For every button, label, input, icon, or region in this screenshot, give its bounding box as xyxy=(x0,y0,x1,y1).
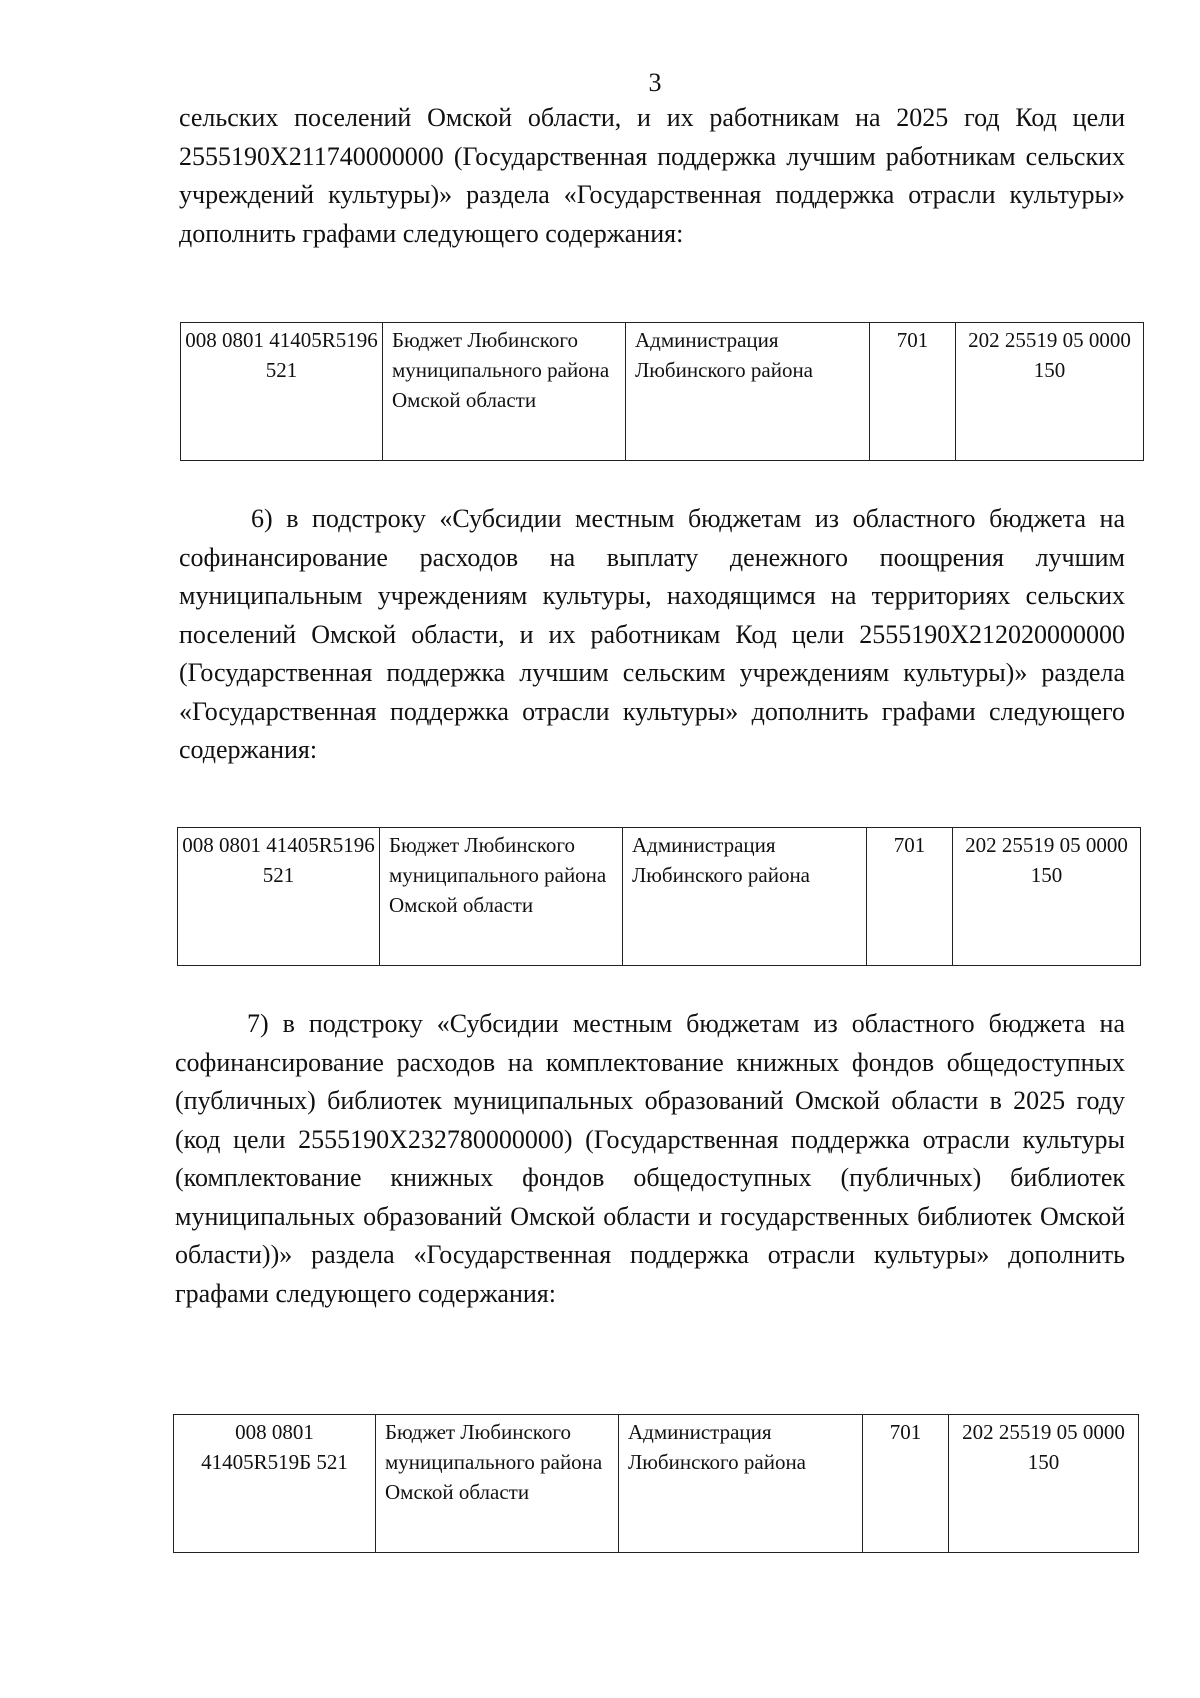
cell-administrator: Администрация Любинского района xyxy=(619,1415,863,1553)
cell-number: 701 xyxy=(870,323,956,461)
entry-table-3 xyxy=(173,1414,1139,1553)
cell-budget: Бюджет Любинского муниципального района Омской области xyxy=(383,323,626,461)
paragraph-6-text: 6) в подстроку «Субсидии местным бюджетам из областного бюджета на софинансирование расходов на выплату денежного поощрения лучшим муниципальным учреждениям культуры, находящимся на территориях сельских поселений Омской области, и их работникам Код цели 2555190X212020000000 (Государственная поддержка лучшим сельским учреждениям культуры)» раздела «Государственная поддержка отрасли культуры» дополнить графами следующего содержания: xyxy=(179,504,1125,764)
cell-code: 008 0801 41405R5196 521 xyxy=(178,828,380,966)
paragraph-intro: сельских поселений Омской области, и их работникам на 2025 год Код цели 2555190X211740000000 (Государственная поддержка лучшим работникам сельских учреждений культуры)» раздела «Государственная поддержка отрасли культуры» дополнить графами следующего содержания: xyxy=(179,103,1125,248)
cell-code: 008 0801 41405R519Б 521 xyxy=(174,1415,376,1553)
table-row xyxy=(174,1415,1139,1553)
paragraph-7 xyxy=(175,1005,1125,1313)
cell-revenue-code: 202 25519 05 0000 150 xyxy=(949,1415,1139,1553)
page-number: 3 xyxy=(648,68,662,97)
entry-table-2 xyxy=(177,827,1141,966)
cell-administrator: Администрация Любинского района xyxy=(623,828,867,966)
cell-budget: Бюджет Любинского муниципального района Омской области xyxy=(380,828,623,966)
cell-code: 008 0801 41405R5196 521 xyxy=(181,323,383,461)
table-row xyxy=(181,323,1144,461)
cell-budget: Бюджет Любинского муниципального района Омской области xyxy=(376,1415,619,1553)
paragraph-7-text: 7) в подстроку «Субсидии местным бюджетам из областного бюджета на софинансирование расходов на комплектование книжных фондов общедоступных (публичных) библиотек муниципальных образований Омской области в 2025 году (код цели 2555190X232780000000) (Государственная поддержка отрасли культуры (комплектование книжных фондов общедоступных (публичных) библиотек муниципальных образований Омской области и государственных библиотек Омской области))» раздела «Государственная поддержка отрасли культуры» дополнить графами следующего содержания: xyxy=(175,1009,1125,1308)
cell-revenue-code: 202 25519 05 0000 150 xyxy=(953,828,1141,966)
paragraph-6 xyxy=(179,500,1125,770)
cell-number: 701 xyxy=(867,828,953,966)
cell-number: 701 xyxy=(863,1415,949,1553)
table-row xyxy=(178,828,1141,966)
cell-administrator: Администрация Любинского района xyxy=(626,323,870,461)
cell-revenue-code: 202 25519 05 0000 150 xyxy=(956,323,1144,461)
entry-table-1 xyxy=(180,322,1144,461)
